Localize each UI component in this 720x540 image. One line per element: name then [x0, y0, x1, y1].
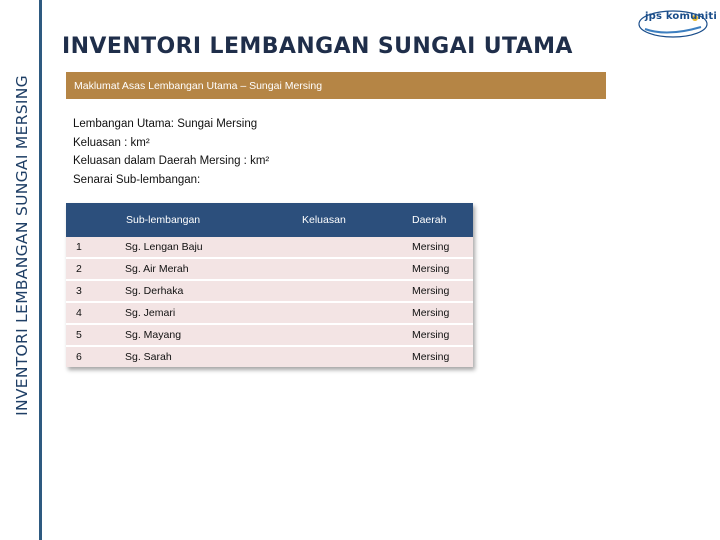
info-bar: [66, 72, 606, 99]
table-row: [66, 258, 473, 280]
row-district: Mersing: [410, 258, 473, 280]
logo-text: jps komuniti: [645, 11, 717, 22]
details-block: [73, 115, 269, 189]
main-basin-line: Lembangan Utama: Sungai Mersing: [73, 118, 258, 130]
row-district: Mersing: [410, 237, 473, 258]
sidebar-title: [4, 0, 40, 490]
row-area: [290, 280, 410, 302]
sub-basin-list-heading: Senarai Sub-lembangan:: [73, 173, 201, 186]
table-row: [66, 324, 473, 346]
table-header-row: [66, 203, 473, 237]
row-sub-basin: Sg. Jemari: [118, 302, 290, 324]
header-district: Daerah: [410, 203, 473, 237]
row-sub-basin: Sg. Lengan Baju: [118, 237, 290, 258]
info-bar-label: Maklumat Asas Lembangan Utama – Sungai Mersing: [74, 79, 323, 92]
row-area: [290, 346, 410, 367]
header-no: [66, 203, 118, 237]
logo: [637, 9, 717, 39]
row-no: 1: [66, 237, 118, 258]
row-district: Mersing: [410, 280, 473, 302]
row-sub-basin: Sg. Sarah: [118, 346, 290, 367]
table-row: [66, 346, 473, 367]
row-no: 2: [66, 258, 118, 280]
row-sub-basin: Sg. Air Merah: [118, 258, 290, 280]
row-sub-basin: Sg. Derhaka: [118, 280, 290, 302]
district-area-line: Keluasan dalam Daerah Mersing : km²: [73, 155, 270, 167]
row-no: 3: [66, 280, 118, 302]
row-area: [290, 324, 410, 346]
sidebar-title-text: INVENTORI LEMBANGAN SUNGAI MERSING: [13, 74, 31, 416]
header-sub-basin: Sub-lembangan: [118, 203, 290, 237]
area-line: Keluasan : km²: [73, 136, 150, 149]
row-district: Mersing: [410, 324, 473, 346]
sub-basin-table: [66, 203, 473, 367]
row-sub-basin: Sg. Mayang: [118, 324, 290, 346]
sidebar: [0, 0, 42, 540]
row-area: [290, 302, 410, 324]
page-title: INVENTORI LEMBANGAN SUNGAI UTAMA: [62, 34, 573, 59]
row-no: 5: [66, 324, 118, 346]
row-area: [290, 258, 410, 280]
row-district: Mersing: [410, 346, 473, 367]
table-row: [66, 237, 473, 258]
header-area: Keluasan: [290, 203, 410, 237]
row-no: 6: [66, 346, 118, 367]
row-no: 4: [66, 302, 118, 324]
row-area: [290, 237, 410, 258]
table-row: [66, 280, 473, 302]
table-row: [66, 302, 473, 324]
row-district: Mersing: [410, 302, 473, 324]
